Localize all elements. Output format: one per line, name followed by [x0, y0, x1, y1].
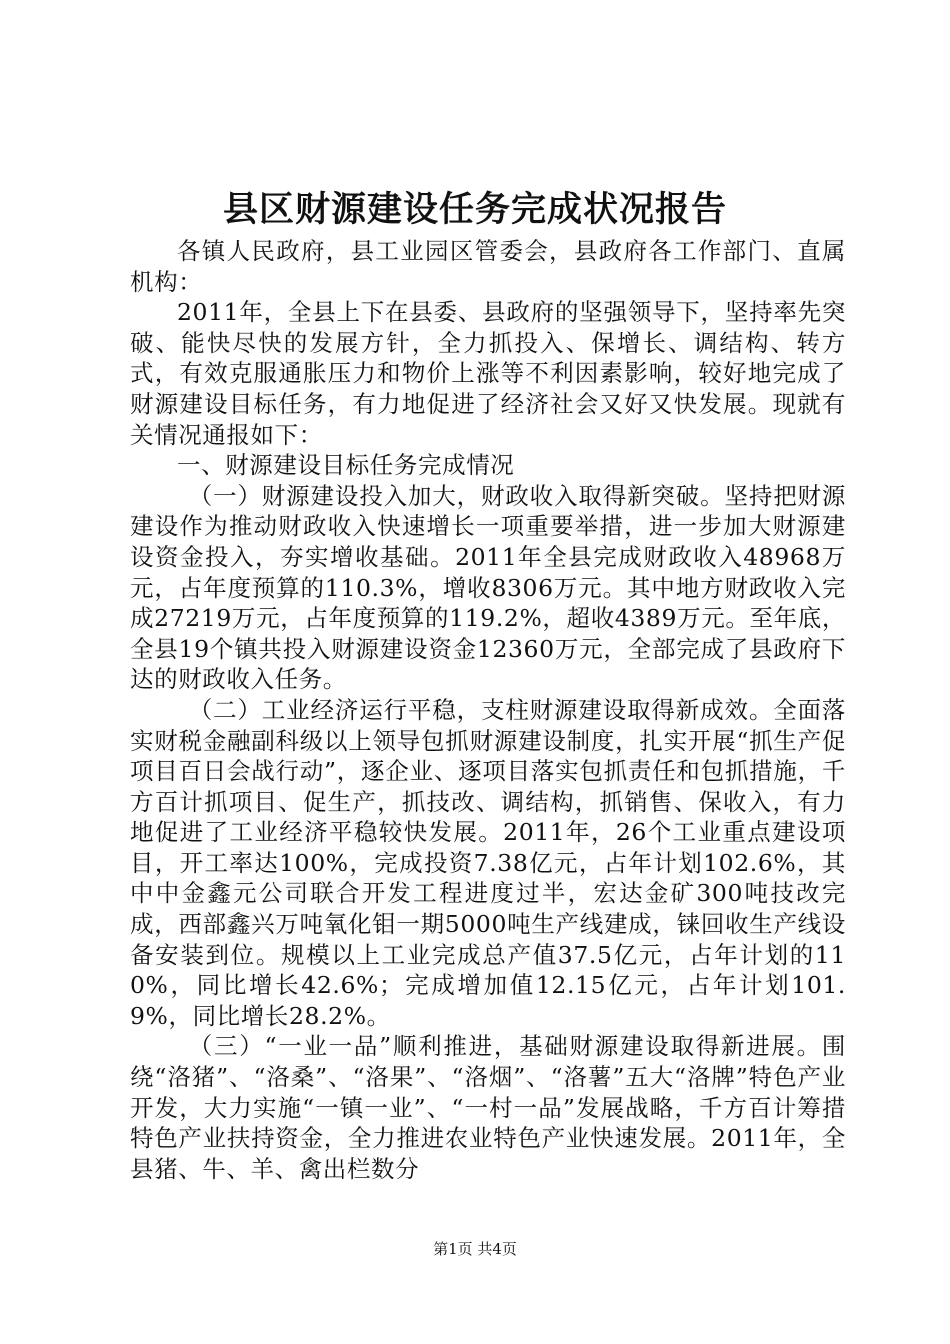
subsection-3-paragraph: （三）“一业一品”顺利推进，基础财源建设取得新进展。围绕“洛猪”、“洛桑”、“洛果”、“洛烟”、“洛薯”五大“洛牌”特色产业开发，大力实施“一镇一业”、“一村一品”发展战略，千方百计筹措特色产业扶持资金，全力推进农业特色产业快速发展。2011年，全县猪、牛、羊、禽出栏数分	[130, 1032, 846, 1183]
subsection-1-paragraph: （一）财源建设投入加大，财政收入取得新突破。坚持把财源建设作为推动财政收入快速增长一项重要举措，进一步加大财源建设资金投入，夯实增收基础。2011年全县完成财政收入48968万元，占年度预算的110.3%，增收8306万元。其中地方财政收入完成27219万元，占年度预算的119.2%，超收4389万元。至年底，全县19个镇共投入财源建设资金12360万元，全部完成了县政府下达的财政收入任务。	[130, 481, 846, 694]
page-footer: 第1页 共4页	[433, 1240, 517, 1258]
document-body	[130, 236, 846, 1184]
intro-paragraph: 2011年，全县上下在县委、县政府的坚强领导下，坚持率先突破、能快尽快的发展方针，全力抓投入、保增长、调结构、转方式，有效克服通胀压力和物价上涨等不利因素影响，较好地完成了财源建设目标任务，有力地促进了经济社会又好又快发展。现就有关情况通报如下：	[130, 298, 846, 449]
document-title: 县区财源建设任务完成状况报告	[222, 189, 727, 230]
salutation-paragraph: 各镇人民政府，县工业园区管委会，县政府各工作部门、直属机构：	[130, 237, 846, 296]
subsection-2-paragraph: （二）工业经济运行平稳，支柱财源建设取得新成效。全面落实财税金融副科级以上领导包抓财源建设制度，扎实开展“抓生产促项目百日会战行动”，逐企业、逐项目落实包抓责任和包抓措施，千方百计抓项目、促生产，抓技改、调结构，抓销售、保收入，有力地促进了工业经济平稳较快发展。2011年，26个工业重点建设项目，开工率达100%，完成投资7.38亿元，占年计划102.6%，其中中金鑫元公司联合开发工程进度过半，宏达金矿300吨技改完成，西部鑫兴万吨氧化钼一期5000吨生产线建成，铼回收生产线设备安装到位。规模以上工业完成总产值37.5亿元，占年计划的110%，同比增长42.6%；完成增加值12.15亿元，占年计划101.9%，同比增长28.2%。	[130, 695, 846, 1030]
section-heading: 一、财源建设目标任务完成情况	[177, 451, 515, 480]
